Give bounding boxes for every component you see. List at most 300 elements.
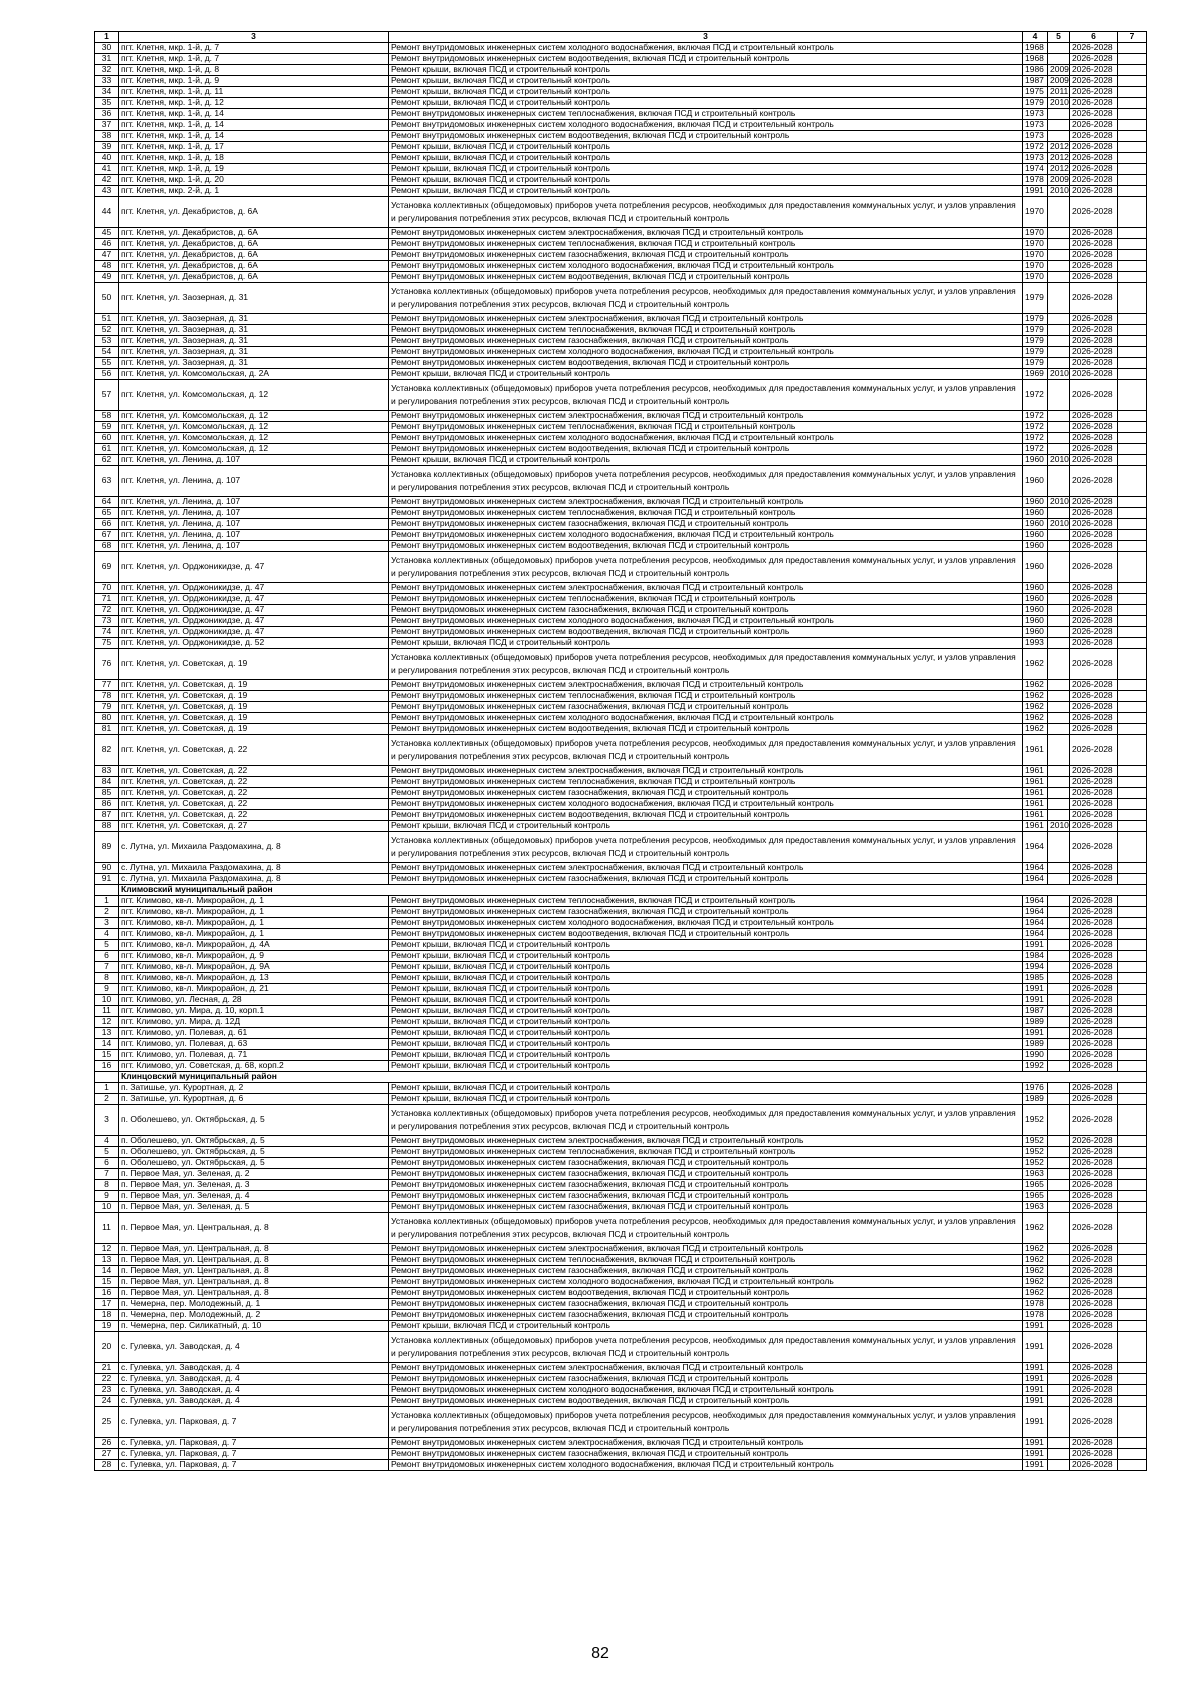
last-repair-year-cell: 2009 bbox=[1048, 65, 1070, 76]
planned-period-cell: 2026-2028 bbox=[1070, 87, 1118, 98]
row-number-cell: 39 bbox=[95, 142, 119, 153]
row-number-cell: 35 bbox=[95, 98, 119, 109]
work-type-cell: Ремонт внутридомовых инженерных систем холодного водоснабжения, включая ПСД и строительный контроль bbox=[389, 261, 1023, 272]
address-cell: пгт. Климово, ул. Лесная, д. 28 bbox=[119, 995, 389, 1006]
planned-period-cell: 2026-2028 bbox=[1070, 896, 1118, 907]
last-repair-year-cell bbox=[1048, 1061, 1070, 1072]
empty-cell bbox=[1118, 239, 1147, 250]
work-type-cell: Ремонт внутридомовых инженерных систем электроснабжения, включая ПСД и строительный контроль bbox=[389, 1244, 1023, 1255]
work-type-cell: Ремонт крыши, включая ПСД и строительный контроль bbox=[389, 1094, 1023, 1105]
build-year-cell: 1960 bbox=[1023, 552, 1048, 583]
build-year-cell: 1962 bbox=[1023, 1244, 1048, 1255]
empty-cell bbox=[1118, 347, 1147, 358]
row-number-cell: 8 bbox=[95, 1180, 119, 1191]
empty-cell bbox=[1118, 1158, 1147, 1169]
work-type-cell: Ремонт внутридомовых инженерных систем водоотведения, включая ПСД и строительный контроль bbox=[389, 54, 1023, 65]
row-number-cell: 70 bbox=[95, 583, 119, 594]
build-year-cell: 1991 bbox=[1023, 1363, 1048, 1374]
table-row bbox=[95, 175, 1147, 186]
empty-cell bbox=[1118, 766, 1147, 777]
address-cell: с. Гулевка, ул. Заводская, д. 4 bbox=[119, 1374, 389, 1385]
build-year-cell: 1972 bbox=[1023, 411, 1048, 422]
address-cell: пгт. Клетня, мкр. 1-й, д. 17 bbox=[119, 142, 389, 153]
planned-period-cell: 2026-2028 bbox=[1070, 153, 1118, 164]
work-type-cell: Ремонт внутридомовых инженерных систем водоотведения, включая ПСД и строительный контроль bbox=[389, 724, 1023, 735]
build-year-cell: 1970 bbox=[1023, 228, 1048, 239]
planned-period-cell: 2026-2028 bbox=[1070, 1105, 1118, 1136]
row-number-cell: 17 bbox=[95, 1299, 119, 1310]
planned-period-cell: 2026-2028 bbox=[1070, 369, 1118, 380]
address-cell: пгт. Климово, ул. Полевая, д. 63 bbox=[119, 1039, 389, 1050]
row-number-cell: 6 bbox=[95, 951, 119, 962]
empty-cell bbox=[1118, 65, 1147, 76]
last-repair-year-cell bbox=[1048, 1017, 1070, 1028]
row-number-cell: 13 bbox=[95, 1255, 119, 1266]
row-number-cell: 12 bbox=[95, 1244, 119, 1255]
address-cell: п. Первое Мая, ул. Зеленая, д. 5 bbox=[119, 1202, 389, 1213]
table-row bbox=[95, 1061, 1147, 1072]
planned-period-cell: 2026-2028 bbox=[1070, 1363, 1118, 1374]
table-row bbox=[95, 962, 1147, 973]
planned-period-cell: 2026-2028 bbox=[1070, 250, 1118, 261]
last-repair-year-cell bbox=[1048, 444, 1070, 455]
address-cell: с. Гулевка, ул. Заводская, д. 4 bbox=[119, 1396, 389, 1407]
empty-cell bbox=[1118, 552, 1147, 583]
last-repair-year-cell bbox=[1048, 314, 1070, 325]
table-row bbox=[95, 1006, 1147, 1017]
planned-period-cell: 2026-2028 bbox=[1070, 1136, 1118, 1147]
work-type-cell: Ремонт внутридомовых инженерных систем электроснабжения, включая ПСД и строительный контроль bbox=[389, 766, 1023, 777]
last-repair-year-cell: 2011 bbox=[1048, 87, 1070, 98]
last-repair-year-cell bbox=[1048, 411, 1070, 422]
address-cell: п. Чемерна, пер. Силикатный, д. 10 bbox=[119, 1321, 389, 1332]
address-cell: с. Гулевка, ул. Парковая, д. 7 bbox=[119, 1460, 389, 1471]
planned-period-cell: 2026-2028 bbox=[1070, 777, 1118, 788]
row-number-cell: 3 bbox=[95, 1105, 119, 1136]
table-row bbox=[95, 605, 1147, 616]
empty-cell bbox=[1118, 1460, 1147, 1471]
last-repair-year-cell bbox=[1048, 1438, 1070, 1449]
last-repair-year-cell bbox=[1048, 713, 1070, 724]
work-type-cell: Ремонт внутридомовых инженерных систем водоотведения, включая ПСД и строительный контроль bbox=[389, 1396, 1023, 1407]
empty-cell bbox=[1118, 1017, 1147, 1028]
empty-cell bbox=[1118, 541, 1147, 552]
row-number-cell: 26 bbox=[95, 1438, 119, 1449]
row-number-cell: 76 bbox=[95, 649, 119, 680]
planned-period-cell: 2026-2028 bbox=[1070, 1083, 1118, 1094]
build-year-cell: 1979 bbox=[1023, 314, 1048, 325]
empty-cell bbox=[1118, 98, 1147, 109]
last-repair-year-cell bbox=[1048, 799, 1070, 810]
last-repair-year-cell bbox=[1048, 197, 1070, 228]
planned-period-cell: 2026-2028 bbox=[1070, 197, 1118, 228]
address-cell: пгт. Клетня, ул. Советская, д. 19 bbox=[119, 680, 389, 691]
build-year-cell: 1991 bbox=[1023, 1449, 1048, 1460]
build-year-cell: 1965 bbox=[1023, 1180, 1048, 1191]
row-number-cell: 10 bbox=[95, 1202, 119, 1213]
empty-cell bbox=[1118, 197, 1147, 228]
empty-cell bbox=[1118, 1438, 1147, 1449]
planned-period-cell: 2026-2028 bbox=[1070, 799, 1118, 810]
row-number-cell: 80 bbox=[95, 713, 119, 724]
work-type-cell: Установка коллективных (общедомовых) приборов учета потребления ресурсов, необходимых для предоставления коммунальных услуг, и узлов управления и регулирования потребления этих ресурсов, включая ПСД и строительный контроль bbox=[389, 380, 1023, 411]
planned-period-cell: 2026-2028 bbox=[1070, 466, 1118, 497]
build-year-cell: 1979 bbox=[1023, 347, 1048, 358]
header-cell: 6 bbox=[1070, 32, 1118, 43]
row-number-cell: 2 bbox=[95, 1094, 119, 1105]
last-repair-year-cell bbox=[1048, 874, 1070, 885]
last-repair-year-cell: 2012 bbox=[1048, 164, 1070, 175]
row-number-cell: 71 bbox=[95, 594, 119, 605]
table-row bbox=[95, 1039, 1147, 1050]
empty-cell bbox=[1118, 109, 1147, 120]
build-year-cell: 1991 bbox=[1023, 995, 1048, 1006]
address-cell: пгт. Клетня, мкр. 1-й, д. 12 bbox=[119, 98, 389, 109]
work-type-cell: Ремонт внутридомовых инженерных систем газоснабжения, включая ПСД и строительный контроль bbox=[389, 1449, 1023, 1460]
empty-cell bbox=[1118, 1277, 1147, 1288]
address-cell: пгт. Климово, кв-л. Микрорайон, д. 21 bbox=[119, 984, 389, 995]
build-year-cell: 1985 bbox=[1023, 973, 1048, 984]
row-number-cell: 48 bbox=[95, 261, 119, 272]
empty-cell bbox=[1118, 1299, 1147, 1310]
planned-period-cell: 2026-2028 bbox=[1070, 1310, 1118, 1321]
last-repair-year-cell bbox=[1048, 552, 1070, 583]
last-repair-year-cell bbox=[1048, 1006, 1070, 1017]
build-year-cell: 1964 bbox=[1023, 896, 1048, 907]
empty-cell bbox=[1118, 76, 1147, 87]
planned-period-cell: 2026-2028 bbox=[1070, 962, 1118, 973]
address-cell: пгт. Клетня, мкр. 1-й, д. 9 bbox=[119, 76, 389, 87]
address-cell: пгт. Клетня, ул. Заозерная, д. 31 bbox=[119, 347, 389, 358]
work-type-cell: Ремонт внутридомовых инженерных систем теплоснабжения, включая ПСД и строительный контроль bbox=[389, 1255, 1023, 1266]
last-repair-year-cell bbox=[1048, 1244, 1070, 1255]
planned-period-cell: 2026-2028 bbox=[1070, 1438, 1118, 1449]
build-year-cell: 1960 bbox=[1023, 627, 1048, 638]
planned-period-cell: 2026-2028 bbox=[1070, 142, 1118, 153]
last-repair-year-cell bbox=[1048, 380, 1070, 411]
address-cell: п. Первое Мая, ул. Центральная, д. 8 bbox=[119, 1266, 389, 1277]
empty-cell bbox=[1118, 433, 1147, 444]
empty-cell bbox=[1118, 649, 1147, 680]
planned-period-cell: 2026-2028 bbox=[1070, 314, 1118, 325]
planned-period-cell: 2026-2028 bbox=[1070, 874, 1118, 885]
empty-cell bbox=[1118, 164, 1147, 175]
planned-period-cell: 2026-2028 bbox=[1070, 638, 1118, 649]
work-type-cell: Ремонт крыши, включая ПСД и строительный контроль bbox=[389, 984, 1023, 995]
last-repair-year-cell bbox=[1048, 131, 1070, 142]
last-repair-year-cell: 2010 bbox=[1048, 519, 1070, 530]
last-repair-year-cell bbox=[1048, 336, 1070, 347]
empty-cell bbox=[1118, 131, 1147, 142]
empty-cell bbox=[1118, 186, 1147, 197]
last-repair-year-cell bbox=[1048, 918, 1070, 929]
planned-period-cell: 2026-2028 bbox=[1070, 1180, 1118, 1191]
row-number-cell: 75 bbox=[95, 638, 119, 649]
last-repair-year-cell: 2010 bbox=[1048, 821, 1070, 832]
empty-cell bbox=[1118, 995, 1147, 1006]
row-number-cell: 11 bbox=[95, 1213, 119, 1244]
build-year-cell: 1969 bbox=[1023, 369, 1048, 380]
work-type-cell: Ремонт крыши, включая ПСД и строительный контроль bbox=[389, 1039, 1023, 1050]
table-row bbox=[95, 1374, 1147, 1385]
table-row bbox=[95, 1136, 1147, 1147]
build-year-cell: 1972 bbox=[1023, 422, 1048, 433]
row-number-cell: 53 bbox=[95, 336, 119, 347]
row-number-cell: 22 bbox=[95, 1374, 119, 1385]
address-cell: пгт. Клетня, ул. Комсомольская, д. 12 bbox=[119, 380, 389, 411]
planned-period-cell: 2026-2028 bbox=[1070, 261, 1118, 272]
section-title: Клинцовский муниципальный район bbox=[119, 1072, 1147, 1083]
work-type-cell: Ремонт крыши, включая ПСД и строительный контроль bbox=[389, 1006, 1023, 1017]
table-row bbox=[95, 1255, 1147, 1266]
table-row bbox=[95, 649, 1147, 680]
address-cell: пгт. Климово, кв-л. Микрорайон, д. 4А bbox=[119, 940, 389, 951]
work-type-cell: Ремонт крыши, включая ПСД и строительный контроль bbox=[389, 821, 1023, 832]
address-cell: пгт. Клетня, ул. Советская, д. 19 bbox=[119, 649, 389, 680]
row-number-cell: 49 bbox=[95, 272, 119, 283]
address-cell: с. Лутна, ул. Михаила Раздомахина, д. 8 bbox=[119, 863, 389, 874]
table-row bbox=[95, 810, 1147, 821]
build-year-cell: 1964 bbox=[1023, 918, 1048, 929]
work-type-cell: Ремонт внутридомовых инженерных систем электроснабжения, включая ПСД и строительный контроль bbox=[389, 228, 1023, 239]
planned-period-cell: 2026-2028 bbox=[1070, 1374, 1118, 1385]
address-cell: пгт. Клетня, ул. Советская, д. 19 bbox=[119, 724, 389, 735]
planned-period-cell: 2026-2028 bbox=[1070, 120, 1118, 131]
build-year-cell: 1991 bbox=[1023, 1332, 1048, 1363]
last-repair-year-cell bbox=[1048, 1363, 1070, 1374]
empty-cell bbox=[1118, 1310, 1147, 1321]
work-type-cell: Ремонт внутридомовых инженерных систем холодного водоснабжения, включая ПСД и строительный контроль bbox=[389, 1277, 1023, 1288]
last-repair-year-cell: 2010 bbox=[1048, 497, 1070, 508]
empty-cell bbox=[1118, 54, 1147, 65]
row-number-cell: 8 bbox=[95, 973, 119, 984]
build-year-cell: 1961 bbox=[1023, 777, 1048, 788]
planned-period-cell: 2026-2028 bbox=[1070, 821, 1118, 832]
address-cell: пгт. Климово, кв-л. Микрорайон, д. 1 bbox=[119, 929, 389, 940]
row-number-cell: 36 bbox=[95, 109, 119, 120]
last-repair-year-cell bbox=[1048, 1039, 1070, 1050]
last-repair-year-cell bbox=[1048, 1332, 1070, 1363]
row-number-cell: 77 bbox=[95, 680, 119, 691]
build-year-cell: 1979 bbox=[1023, 98, 1048, 109]
table-row bbox=[95, 680, 1147, 691]
address-cell: пгт. Клетня, мкр. 1-й, д. 20 bbox=[119, 175, 389, 186]
empty-cell bbox=[1118, 1105, 1147, 1136]
row-number-cell: 78 bbox=[95, 691, 119, 702]
empty-cell bbox=[1118, 175, 1147, 186]
last-repair-year-cell: 2010 bbox=[1048, 455, 1070, 466]
table-row bbox=[95, 239, 1147, 250]
last-repair-year-cell bbox=[1048, 691, 1070, 702]
empty-cell bbox=[1118, 250, 1147, 261]
work-type-cell: Ремонт внутридомовых инженерных систем водоотведения, включая ПСД и строительный контроль bbox=[389, 1288, 1023, 1299]
planned-period-cell: 2026-2028 bbox=[1070, 1094, 1118, 1105]
table-row bbox=[95, 497, 1147, 508]
work-type-cell: Ремонт внутридомовых инженерных систем газоснабжения, включая ПСД и строительный контроль bbox=[389, 1266, 1023, 1277]
table-row bbox=[95, 583, 1147, 594]
row-number-cell: 91 bbox=[95, 874, 119, 885]
build-year-cell: 1952 bbox=[1023, 1147, 1048, 1158]
row-number-cell: 86 bbox=[95, 799, 119, 810]
work-type-cell: Ремонт внутридомовых инженерных систем газоснабжения, включая ПСД и строительный контроль bbox=[389, 336, 1023, 347]
table-row bbox=[95, 1449, 1147, 1460]
table-row bbox=[95, 735, 1147, 766]
table-row bbox=[95, 228, 1147, 239]
empty-cell bbox=[1118, 325, 1147, 336]
planned-period-cell: 2026-2028 bbox=[1070, 1332, 1118, 1363]
last-repair-year-cell: 2012 bbox=[1048, 142, 1070, 153]
work-type-cell: Ремонт внутридомовых инженерных систем холодного водоснабжения, включая ПСД и строительный контроль bbox=[389, 713, 1023, 724]
last-repair-year-cell bbox=[1048, 1180, 1070, 1191]
empty-cell bbox=[1118, 1213, 1147, 1244]
row-number-cell: 33 bbox=[95, 76, 119, 87]
row-number-cell: 62 bbox=[95, 455, 119, 466]
address-cell: пгт. Клетня, мкр. 2-й, д. 1 bbox=[119, 186, 389, 197]
table-row bbox=[95, 1460, 1147, 1471]
planned-period-cell: 2026-2028 bbox=[1070, 1213, 1118, 1244]
row-number-cell: 72 bbox=[95, 605, 119, 616]
planned-period-cell: 2026-2028 bbox=[1070, 616, 1118, 627]
work-type-cell: Ремонт внутридомовых инженерных систем газоснабжения, включая ПСД и строительный контроль bbox=[389, 519, 1023, 530]
last-repair-year-cell bbox=[1048, 594, 1070, 605]
last-repair-year-cell bbox=[1048, 984, 1070, 995]
build-year-cell: 1962 bbox=[1023, 1213, 1048, 1244]
build-year-cell: 1963 bbox=[1023, 1169, 1048, 1180]
work-type-cell: Ремонт внутридомовых инженерных систем водоотведения, включая ПСД и строительный контроль bbox=[389, 810, 1023, 821]
work-type-cell: Ремонт внутридомовых инженерных систем теплоснабжения, включая ПСД и строительный контроль bbox=[389, 422, 1023, 433]
work-type-cell: Ремонт внутридомовых инженерных систем электроснабжения, включая ПСД и строительный контроль bbox=[389, 680, 1023, 691]
planned-period-cell: 2026-2028 bbox=[1070, 832, 1118, 863]
empty-cell bbox=[1118, 702, 1147, 713]
last-repair-year-cell bbox=[1048, 1310, 1070, 1321]
build-year-cell: 1970 bbox=[1023, 250, 1048, 261]
row-number-cell: 42 bbox=[95, 175, 119, 186]
address-cell: пгт. Клетня, ул. Советская, д. 22 bbox=[119, 735, 389, 766]
empty-cell bbox=[1118, 466, 1147, 497]
row-number-cell: 55 bbox=[95, 358, 119, 369]
row-number-cell: 83 bbox=[95, 766, 119, 777]
build-year-cell: 1960 bbox=[1023, 605, 1048, 616]
work-type-cell: Установка коллективных (общедомовых) приборов учета потребления ресурсов, необходимых для предоставления коммунальных услуг, и узлов управления и регулирования потребления этих ресурсов, включая ПСД и строительный контроль bbox=[389, 832, 1023, 863]
empty-cell bbox=[1118, 283, 1147, 314]
work-type-cell: Установка коллективных (общедомовых) приборов учета потребления ресурсов, необходимых для предоставления коммунальных услуг, и узлов управления и регулирования потребления этих ресурсов, включая ПСД и строительный контроль bbox=[389, 1105, 1023, 1136]
planned-period-cell: 2026-2028 bbox=[1070, 1385, 1118, 1396]
header-cell: 3 bbox=[389, 32, 1023, 43]
build-year-cell: 1962 bbox=[1023, 649, 1048, 680]
build-year-cell: 1968 bbox=[1023, 43, 1048, 54]
table-row bbox=[95, 272, 1147, 283]
empty-cell bbox=[1118, 497, 1147, 508]
work-type-cell: Ремонт внутридомовых инженерных систем водоотведения, включая ПСД и строительный контроль bbox=[389, 358, 1023, 369]
build-year-cell: 1962 bbox=[1023, 1266, 1048, 1277]
address-cell: пгт. Клетня, ул. Заозерная, д. 31 bbox=[119, 283, 389, 314]
empty-cell bbox=[1118, 455, 1147, 466]
row-number-cell: 1 bbox=[95, 1083, 119, 1094]
empty-cell bbox=[1118, 519, 1147, 530]
row-number-cell: 4 bbox=[95, 1136, 119, 1147]
row-number-cell: 15 bbox=[95, 1050, 119, 1061]
empty-cell bbox=[1118, 594, 1147, 605]
work-type-cell: Ремонт крыши, включая ПСД и строительный контроль bbox=[389, 175, 1023, 186]
last-repair-year-cell bbox=[1048, 358, 1070, 369]
planned-period-cell: 2026-2028 bbox=[1070, 1396, 1118, 1407]
last-repair-year-cell bbox=[1048, 347, 1070, 358]
empty-cell bbox=[1118, 1266, 1147, 1277]
table-row bbox=[95, 380, 1147, 411]
build-year-cell: 1965 bbox=[1023, 1191, 1048, 1202]
table-row bbox=[95, 314, 1147, 325]
planned-period-cell: 2026-2028 bbox=[1070, 1255, 1118, 1266]
address-cell: пгт. Клетня, мкр. 1-й, д. 14 bbox=[119, 120, 389, 131]
work-type-cell: Ремонт внутридомовых инженерных систем газоснабжения, включая ПСД и строительный контроль bbox=[389, 907, 1023, 918]
row-number-cell: 6 bbox=[95, 1158, 119, 1169]
empty-cell bbox=[1118, 1006, 1147, 1017]
work-type-cell: Ремонт внутридомовых инженерных систем водоотведения, включая ПСД и строительный контроль bbox=[389, 444, 1023, 455]
work-type-cell: Ремонт внутридомовых инженерных систем теплоснабжения, включая ПСД и строительный контроль bbox=[389, 325, 1023, 336]
planned-period-cell: 2026-2028 bbox=[1070, 1147, 1118, 1158]
row-number-cell: 67 bbox=[95, 530, 119, 541]
empty-cell bbox=[1118, 1374, 1147, 1385]
build-year-cell: 1973 bbox=[1023, 153, 1048, 164]
row-number-cell: 18 bbox=[95, 1310, 119, 1321]
last-repair-year-cell bbox=[1048, 1050, 1070, 1061]
row-number-cell: 30 bbox=[95, 43, 119, 54]
empty-cell bbox=[1118, 940, 1147, 951]
work-type-cell: Ремонт крыши, включая ПСД и строительный контроль bbox=[389, 164, 1023, 175]
empty-cell bbox=[1118, 87, 1147, 98]
build-year-cell: 1989 bbox=[1023, 1039, 1048, 1050]
address-cell: пгт. Клетня, ул. Советская, д. 22 bbox=[119, 810, 389, 821]
table-row bbox=[95, 702, 1147, 713]
address-cell: п. Чемерна, пер. Молодежный, д. 2 bbox=[119, 1310, 389, 1321]
work-type-cell: Ремонт внутридомовых инженерных систем электроснабжения, включая ПСД и строительный контроль bbox=[389, 1363, 1023, 1374]
table-row bbox=[95, 325, 1147, 336]
table-row bbox=[95, 777, 1147, 788]
empty-cell bbox=[1118, 691, 1147, 702]
empty-cell bbox=[1118, 713, 1147, 724]
planned-period-cell: 2026-2028 bbox=[1070, 1288, 1118, 1299]
row-number-cell: 73 bbox=[95, 616, 119, 627]
planned-period-cell: 2026-2028 bbox=[1070, 1202, 1118, 1213]
table-row bbox=[95, 519, 1147, 530]
address-cell: пгт. Клетня, ул. Ленина, д. 107 bbox=[119, 466, 389, 497]
last-repair-year-cell bbox=[1048, 1169, 1070, 1180]
work-type-cell: Ремонт внутридомовых инженерных систем холодного водоснабжения, включая ПСД и строительный контроль bbox=[389, 120, 1023, 131]
planned-period-cell: 2026-2028 bbox=[1070, 713, 1118, 724]
empty-cell bbox=[1118, 1050, 1147, 1061]
address-cell: пгт. Клетня, мкр. 1-й, д. 18 bbox=[119, 153, 389, 164]
last-repair-year-cell: 2009 bbox=[1048, 175, 1070, 186]
empty-cell bbox=[1118, 918, 1147, 929]
work-type-cell: Ремонт внутридомовых инженерных систем водоотведения, включая ПСД и строительный контроль bbox=[389, 627, 1023, 638]
address-cell: п. Первое Мая, ул. Зеленая, д. 2 bbox=[119, 1169, 389, 1180]
planned-period-cell: 2026-2028 bbox=[1070, 519, 1118, 530]
planned-period-cell: 2026-2028 bbox=[1070, 1277, 1118, 1288]
empty-cell bbox=[1118, 583, 1147, 594]
address-cell: пгт. Клетня, мкр. 1-й, д. 14 bbox=[119, 109, 389, 120]
table-row bbox=[95, 358, 1147, 369]
table-row bbox=[95, 131, 1147, 142]
work-type-cell: Установка коллективных (общедомовых) приборов учета потребления ресурсов, необходимых для предоставления коммунальных услуг, и узлов управления и регулирования потребления этих ресурсов, включая ПСД и строительный контроль bbox=[389, 197, 1023, 228]
address-cell: пгт. Клетня, ул. Ленина, д. 107 bbox=[119, 519, 389, 530]
build-year-cell: 1991 bbox=[1023, 1438, 1048, 1449]
address-cell: пгт. Климово, кв-л. Микрорайон, д. 1 bbox=[119, 918, 389, 929]
address-cell: пгт. Клетня, ул. Орджоникидзе, д. 47 bbox=[119, 616, 389, 627]
table-row bbox=[95, 940, 1147, 951]
row-number-cell: 13 bbox=[95, 1028, 119, 1039]
row-number-cell: 43 bbox=[95, 186, 119, 197]
planned-period-cell: 2026-2028 bbox=[1070, 98, 1118, 109]
